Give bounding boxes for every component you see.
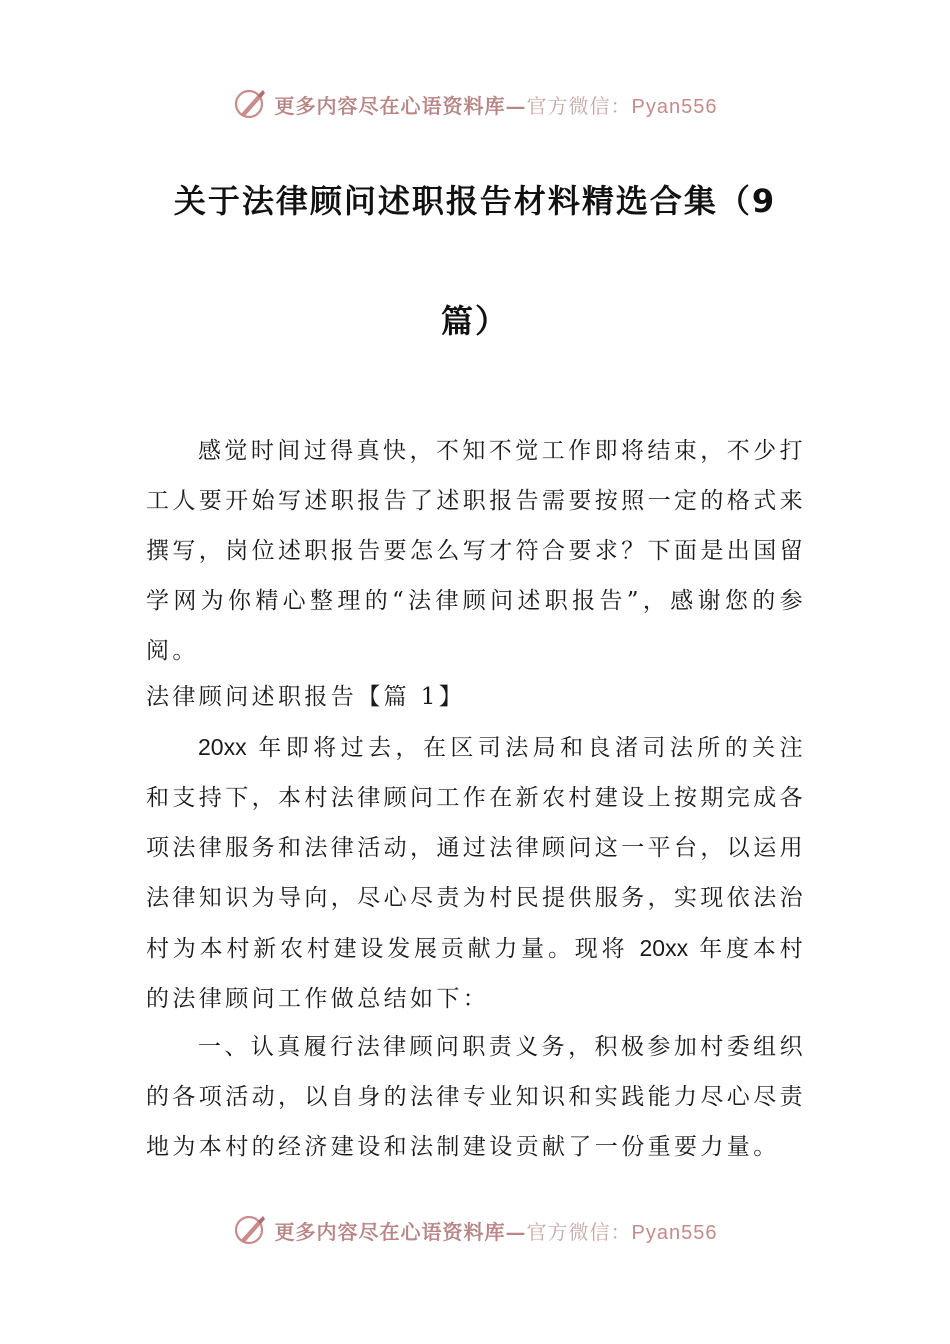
banner-label: 官方微信： [526, 93, 632, 118]
paragraph-text: 年即将过去，在区司法局和良渚司法所的关注和支持下，本村法律顾问工作在新农村建设上按期完成各项法律服务和法律活动，通过法律顾问这一平台，以运用法律知识为导向，尽心尽责为村民提供服务，实现依法治村为本村新农村建设发展贡献力量。现将 [146, 735, 806, 962]
body-paragraph-2: 一、认真履行法律顾问职责义务，积极参加村委组织的各项活动，以自身的法律专业知识和实践能力尽心尽责地为本村的经济建设和法制建设贡献了一份重要力量。 [146, 1034, 806, 1160]
pen-logo-icon [233, 86, 269, 122]
document-title-line2: 篇） [440, 302, 509, 340]
header-watermark-banner [0, 84, 950, 124]
banner-label: 官方微信： [526, 1219, 632, 1244]
document-title-line1: 关于法律顾问述职报告材料精选合集（9 [173, 182, 777, 220]
body-paragraph-1 [146, 722, 806, 1024]
intro-paragraph: 感觉时间过得真快，不知不觉工作即将结束，不少打工人要开始写述职报告了述职报告需要按照一定的格式来撰写，岗位述职报告要怎么写才符合要求？下面是出国留学网为你精心整理的“法律顾问述职报告”，感谢您的参阅。 [146, 438, 806, 664]
pen-logo-icon [233, 1212, 269, 1248]
year-text: 20xx [198, 734, 247, 760]
paragraph-text: 年度本村的法律顾问工作做总结如下： [146, 936, 806, 1012]
banner-text: 更多内容尽在心语资料库— [274, 93, 527, 118]
banner-wechat-id: Pyan556 [631, 95, 718, 118]
footer-watermark-banner [0, 1210, 950, 1250]
banner-text: 更多内容尽在心语资料库— [274, 1219, 527, 1244]
year-text: 20xx [639, 935, 689, 961]
section-heading: 法律顾问述职报告【篇 1】 [146, 684, 466, 710]
banner-wechat-id: Pyan556 [631, 1221, 718, 1244]
